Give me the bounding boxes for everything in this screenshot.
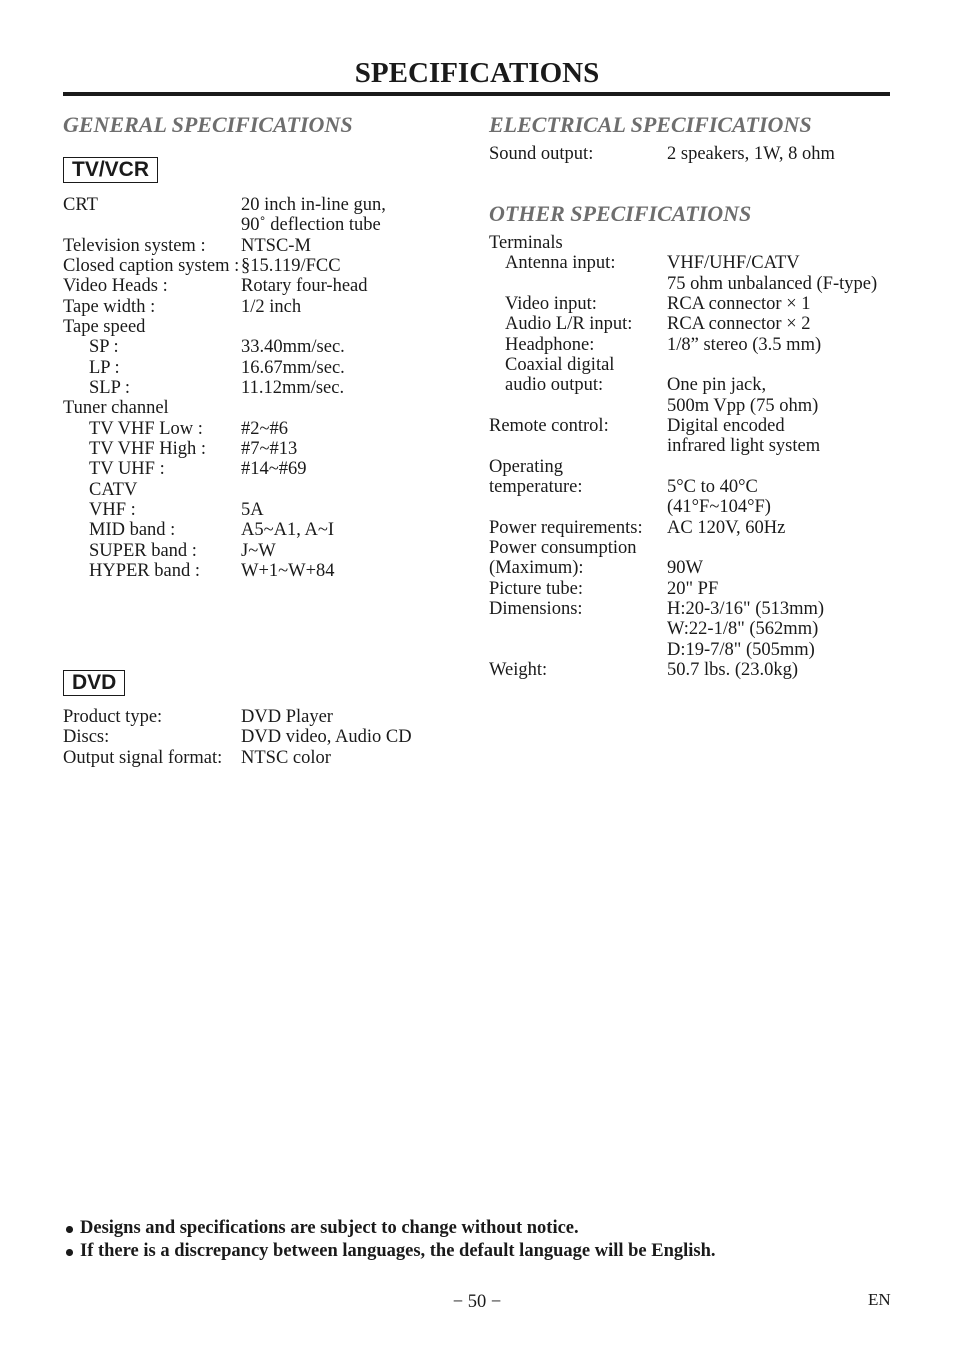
spec-value: W:22-1/8" (562mm): [667, 619, 819, 640]
spec-label: Operating: [489, 456, 563, 477]
spec-row-coaxial-digital: [489, 355, 909, 375]
spec-value: RCA connector × 1: [667, 293, 811, 314]
spec-row-slp: [63, 378, 433, 398]
language-code: EN: [868, 1290, 891, 1309]
dvd-spec-list: [63, 707, 433, 768]
spec-row-super-band: [63, 541, 433, 561]
spec-row-vhf: [63, 500, 433, 520]
tv-vcr-spec-list: [63, 195, 433, 581]
spec-value: D:19-7/8" (505mm): [667, 639, 815, 660]
spec-row-operating-temperature: [489, 477, 909, 497]
spec-label: Product type:: [63, 707, 163, 727]
spec-row-picture-tube: [489, 579, 909, 599]
spec-value: 5A: [241, 499, 264, 520]
spec-row-antenna-input: [489, 253, 909, 273]
bullet-icon: [66, 1249, 73, 1256]
spec-label: TV VHF Low :: [89, 418, 203, 439]
spec-label: Picture tube:: [489, 578, 584, 599]
spec-value: 75 ohm unbalanced (F-type): [667, 273, 878, 294]
spec-value: RCA connector × 2: [667, 314, 811, 335]
tv-vcr-badge: TV/VCR: [63, 157, 158, 183]
spec-value: 1/2 inch: [241, 296, 302, 317]
spec-row-tv-uhf: [63, 459, 433, 479]
spec-row-dimensions: [489, 599, 909, 619]
spec-value: infrared light system: [667, 436, 821, 457]
spec-value: #2~#6: [241, 418, 289, 439]
spec-value: 20 inch in-line gun,: [241, 195, 386, 215]
spec-label: HYPER band :: [89, 560, 200, 581]
spec-label: Tuner channel: [63, 398, 169, 419]
spec-value: J~W: [241, 540, 276, 561]
spec-value: NTSC color: [241, 747, 331, 768]
spec-label: Antenna input:: [505, 253, 616, 274]
spec-value: VHF/UHF/CATV: [667, 253, 800, 274]
general-specifications-heading: GENERAL SPECIFICATIONS: [63, 112, 353, 137]
spec-row-terminals: [489, 233, 909, 253]
spec-row-headphone: [489, 335, 909, 355]
spec-row-hyper-band: [63, 561, 433, 581]
spec-label: Power requirements:: [489, 517, 643, 538]
spec-value: 33.40mm/sec.: [241, 337, 345, 358]
spec-row-catv: [63, 480, 433, 500]
spec-label: MID band :: [89, 520, 176, 541]
spec-row-output-signal-format: [63, 748, 433, 768]
electrical-specifications-heading: ELECTRICAL SPECIFICATIONS: [489, 112, 812, 137]
page-title: SPECIFICATIONS: [354, 57, 600, 89]
spec-row-power-consumption: [489, 538, 909, 558]
spec-value: NTSC-M: [241, 235, 311, 256]
spec-row-dimensions-depth: [489, 640, 909, 660]
spec-row-lp: [63, 358, 433, 378]
spec-subitems: [489, 253, 909, 416]
spec-label: SP :: [89, 337, 119, 358]
footer-notes: [65, 1217, 865, 1263]
spec-label: Output signal format:: [63, 747, 223, 768]
spec-label: CATV: [89, 479, 138, 500]
spec-value: AC 120V, 60Hz: [667, 517, 786, 538]
spec-label: Discs:: [63, 727, 110, 748]
spec-value: 5°C to 40°C: [667, 476, 758, 497]
spec-group-tape-speed: [63, 317, 433, 398]
footer-note-text: Designs and specifications are subject to change without notice.: [80, 1218, 579, 1238]
spec-label: CRT: [63, 195, 98, 215]
spec-label: TV VHF High :: [89, 438, 207, 459]
spec-label: (Maximum):: [489, 558, 584, 579]
spec-row-sound-output: [489, 144, 909, 164]
spec-row-tuner-channel: [63, 398, 433, 418]
spec-label: VHF :: [89, 499, 136, 520]
spec-row-power-consumption-maximum: [489, 558, 909, 578]
spec-row-closed-caption-system: [63, 256, 433, 276]
spec-row-mid-band: [63, 520, 433, 540]
spec-label: Dimensions:: [489, 598, 583, 619]
spec-row-television-system: [63, 236, 433, 256]
footer-note: [65, 1240, 865, 1263]
spec-value: Rotary four-head: [241, 276, 368, 297]
spec-row-audio-output: [489, 375, 909, 395]
spec-label: audio output:: [505, 375, 604, 396]
spec-row-video-input: [489, 294, 909, 314]
spec-value: §15.119/FCC: [241, 255, 341, 276]
spec-row-sp: [63, 337, 433, 357]
spec-row-crt-continued: [63, 215, 433, 235]
spec-row-antenna-input-continued: [489, 274, 909, 294]
spec-label: Tape width :: [63, 296, 156, 317]
title-divider: [63, 92, 890, 96]
spec-label: Television system :: [63, 235, 206, 256]
spec-value: #7~#13: [241, 438, 298, 459]
spec-label: temperature:: [489, 476, 583, 497]
spec-label: Video input:: [505, 293, 597, 314]
spec-value: 16.67mm/sec.: [241, 357, 345, 378]
spec-row-operating: [489, 457, 909, 477]
electrical-spec-list: [489, 144, 909, 164]
spec-value: 90W: [667, 558, 703, 579]
spec-row-discs: [63, 727, 433, 747]
spec-row-tape-speed: [63, 317, 433, 337]
spec-label: LP :: [89, 357, 120, 378]
spec-row-audio-output-continued: [489, 396, 909, 416]
spec-value: (41°F~104°F): [667, 497, 771, 518]
spec-group-tuner-channel: [63, 398, 433, 581]
spec-row-power-requirements: [489, 518, 909, 538]
spec-row-dimensions-width: [489, 619, 909, 639]
spec-value: 1/8” stereo (3.5 mm): [667, 334, 822, 355]
spec-label: Remote control:: [489, 415, 609, 436]
spec-value: 11.12mm/sec.: [241, 377, 345, 398]
spec-group-terminals: [489, 233, 909, 416]
spec-label: Terminals: [489, 233, 563, 253]
bullet-icon: [66, 1226, 73, 1233]
other-spec-list: [489, 233, 909, 680]
spec-label: Coaxial digital: [505, 354, 615, 375]
spec-row-operating-temperature-continued: [489, 497, 909, 517]
spec-row-tape-width: [63, 297, 433, 317]
spec-value: 500m Vpp (75 ohm): [667, 395, 819, 416]
spec-value: W+1~W+84: [241, 560, 335, 581]
dvd-badge: DVD: [63, 670, 125, 696]
spec-row-crt: [63, 195, 433, 215]
spec-row-remote-control-continued: [489, 436, 909, 456]
spec-row-remote-control: [489, 416, 909, 436]
spec-label: TV UHF :: [89, 459, 165, 480]
spec-label: Tape speed: [63, 316, 146, 337]
spec-row-tv-vhf-low: [63, 419, 433, 439]
spec-subitems: [63, 337, 433, 398]
spec-value: H:20-3/16" (513mm): [667, 598, 825, 619]
footer-note-text: If there is a discrepancy between languages, the default language will be English.: [80, 1241, 716, 1261]
spec-row-audio-lr-input: [489, 314, 909, 334]
spec-value: #14~#69: [241, 459, 307, 480]
spec-value: 20" PF: [667, 578, 719, 599]
spec-row-video-heads: [63, 276, 433, 296]
spec-value: A5~A1, A~I: [241, 520, 334, 541]
spec-value: 90˚ deflection tube: [241, 215, 381, 236]
spec-subitems: [63, 419, 433, 582]
spec-value: 2 speakers, 1W, 8 ohm: [667, 144, 835, 164]
spec-value: DVD Player: [241, 707, 333, 727]
spec-label: Audio L/R input:: [505, 314, 633, 335]
spec-row-weight: [489, 660, 909, 680]
spec-label: SUPER band :: [89, 540, 197, 561]
spec-label: Closed caption system :: [63, 255, 240, 276]
spec-label: SLP :: [89, 377, 130, 398]
spec-label: Power consumption: [489, 537, 637, 558]
spec-label: Weight:: [489, 659, 548, 680]
footer-note: [65, 1217, 865, 1240]
page-number: − 50 −: [452, 1292, 502, 1312]
spec-label: Headphone:: [505, 334, 595, 355]
spec-row-product-type: [63, 707, 433, 727]
spec-label: Video Heads :: [63, 276, 168, 297]
spec-value: 50.7 lbs. (23.0kg): [667, 659, 799, 680]
other-specifications-heading: OTHER SPECIFICATIONS: [489, 201, 752, 226]
spec-label: Sound output:: [489, 144, 594, 164]
spec-row-tv-vhf-high: [63, 439, 433, 459]
spec-value: Digital encoded: [667, 415, 785, 436]
spec-value: One pin jack,: [667, 375, 767, 396]
spec-value: DVD video, Audio CD: [241, 727, 412, 748]
